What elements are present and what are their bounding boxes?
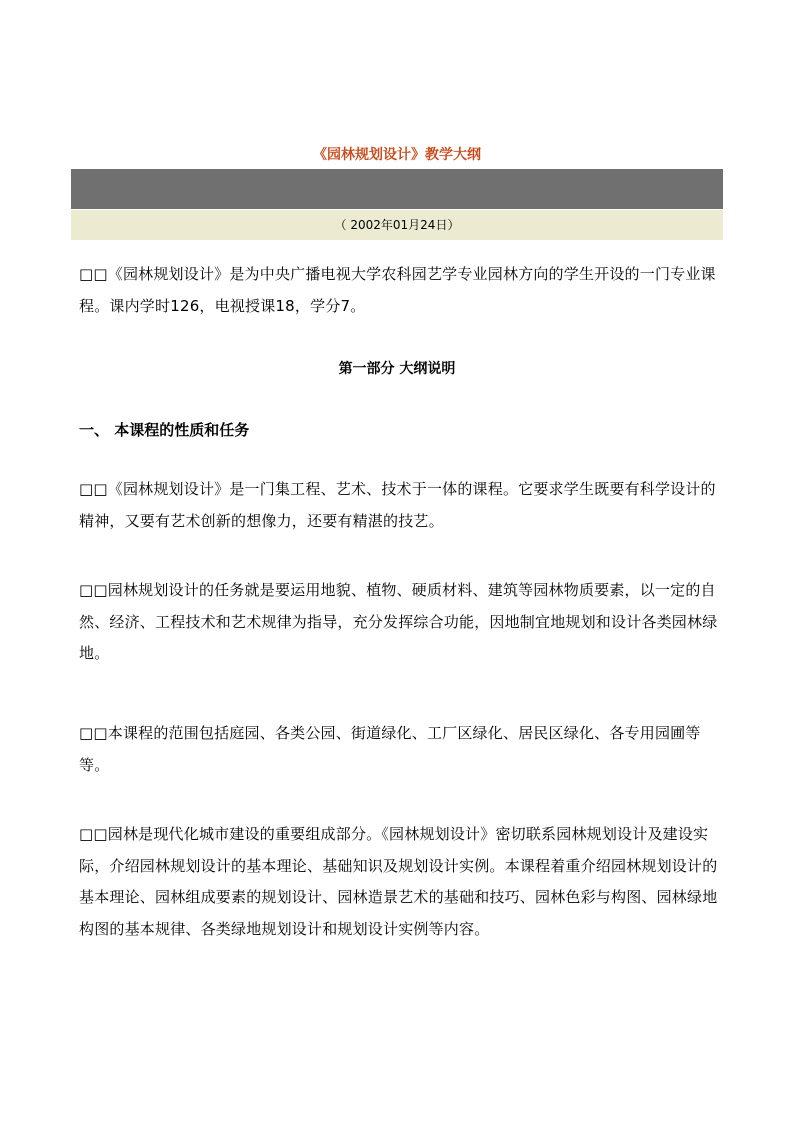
- date-line: （ 2002年01月24日）: [71, 210, 723, 240]
- intro-paragraph: □□《园林规划设计》是为中央广播电视大学农科园艺学专业园林方向的学生开设的一门专业课程。课内学时126，电视授课18，学分7。: [79, 265, 716, 315]
- header-band: [71, 169, 723, 209]
- section-heading: 一、 本课程的性质和任务: [79, 421, 250, 439]
- body-paragraph: □□园林规划设计的任务就是要运用地貌、植物、硬质材料、建筑等园林物质要素，以一定的自然、经济、工程技术和艺术规律为指导，充分发挥综合功能，因地制宜地规划和设计各类园林绿地。: [79, 581, 718, 662]
- page-title: 《园林规划设计》教学大纲: [313, 147, 481, 163]
- body-paragraph: □□园林是现代化城市建设的重要组成部分。《园林规划设计》密切联系园林规划设计及建设实际，介绍园林规划设计的基本理论、基础知识及规划设计实例。本课程着重介绍园林规划设计的基本理论、园林组成要素的规划设计、园林造景艺术的基础和技巧、园林色彩与构图、园林绿地构图的基本规律、各类绿地规划设计和规划设计实例等内容。: [79, 825, 718, 938]
- part-heading: 第一部分 大纲说明: [338, 361, 456, 377]
- body-paragraph: □□《园林规划设计》是一门集工程、艺术、技术于一体的课程。它要求学生既要有科学设计的精神，又要有艺术创新的想像力，还要有精湛的技艺。: [79, 480, 716, 530]
- body-paragraph: □□本课程的范围包括庭园、各类公园、街道绿化、工厂区绿化、居民区绿化、各专用园圃等等。: [79, 724, 701, 774]
